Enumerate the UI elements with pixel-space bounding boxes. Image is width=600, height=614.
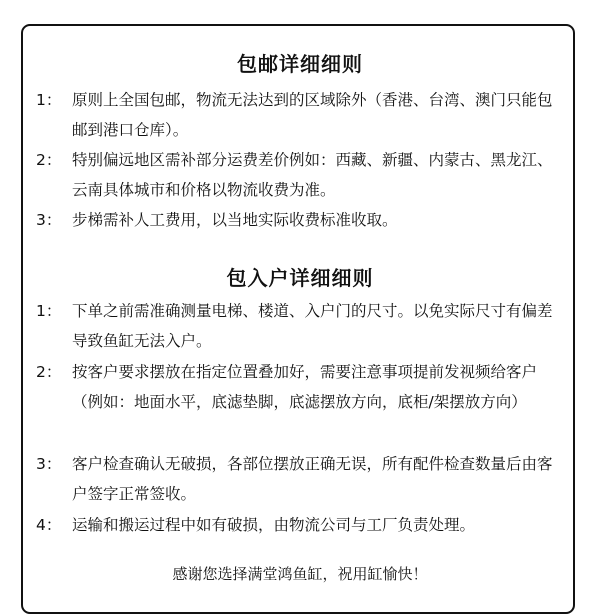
shipping-rule-3 <box>36 205 566 235</box>
rule-text: 客户检查确认无破损，各部位摆放正确无误，所有配件检查数量后由客户签字正常签收。 <box>72 455 553 503</box>
delivery-rule-4 <box>36 510 566 540</box>
thank-you-message: 感谢您选择满堂鸿鱼缸，祝用缸愉快！ <box>172 565 428 583</box>
rule-text: 原则上全国包邮，物流无法达到的区域除外（香港、台湾、澳门只能包邮到港口仓库）。 <box>72 91 553 139</box>
delivery-rules-title: 包入户详细细则 <box>226 266 374 290</box>
rule-number: 1： <box>36 91 62 109</box>
rule-text: 特别偏远地区需补部分运费差价例如：西藏、新疆、内蒙古、黑龙江、云南具体城市和价格以物流收费为准。 <box>72 151 553 199</box>
delivery-rule-3 <box>36 449 566 509</box>
cropped-header-text <box>140 0 460 5</box>
rule-number: 1： <box>36 302 62 320</box>
delivery-rule-1 <box>36 296 566 356</box>
rule-number: 2： <box>36 151 62 169</box>
rule-text: 步梯需补人工费用，以当地实际收费标准收取。 <box>72 211 398 229</box>
rule-number: 3： <box>36 211 62 229</box>
rule-text: 运输和搬运过程中如有破损，由物流公司与工厂负责处理。 <box>72 516 476 534</box>
rule-text: 下单之前需准确测量电梯、楼道、入户门的尺寸。以免实际尺寸有偏差导致鱼缸无法入户。 <box>72 302 553 350</box>
rule-number: 4： <box>36 516 62 534</box>
delivery-rule-2 <box>36 357 566 417</box>
shipping-rule-2 <box>36 145 566 205</box>
rule-text: 按客户要求摆放在指定位置叠加好，需要注意事项提前发视频给客户（例如：地面水平，底滤垫脚，底滤摆放方向，底柜/架摆放方向） <box>72 363 538 411</box>
shipping-rules-title: 包邮详细细则 <box>237 52 363 76</box>
rule-number: 3： <box>36 455 62 473</box>
rule-number: 2： <box>36 363 62 381</box>
shipping-rule-1 <box>36 85 566 145</box>
